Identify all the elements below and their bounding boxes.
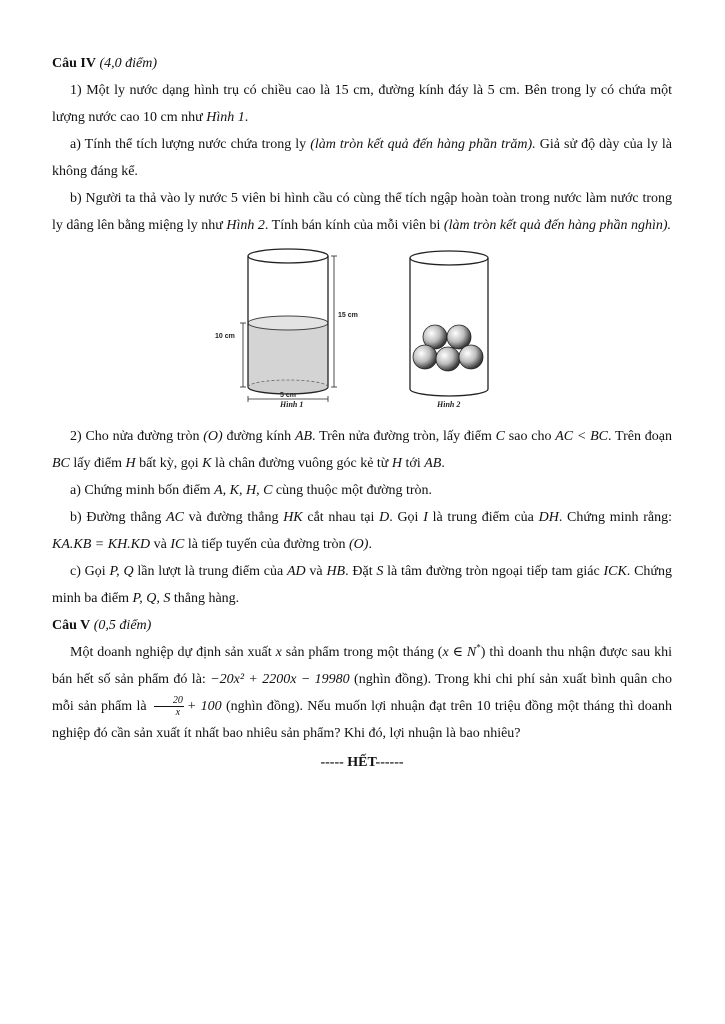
math: AC <box>166 510 184 525</box>
q4-part1 <box>52 77 672 131</box>
text: là trung điểm của <box>427 510 539 525</box>
math: BC <box>52 456 70 471</box>
q4-part1-fig-ref: Hình 1 <box>206 110 245 125</box>
math: HK <box>283 510 303 525</box>
q5-title: Câu V <box>52 618 91 633</box>
exam-page <box>52 50 672 790</box>
text: và đường thẳng <box>183 510 284 525</box>
text: sao cho <box>505 429 556 444</box>
caption-figure-2: Hình 2 <box>437 400 461 409</box>
math-sup: * <box>476 642 481 653</box>
text: lần lượt là trung điểm của <box>133 564 287 579</box>
text: sản phẩm trong một tháng ( <box>281 645 443 660</box>
math: (O) <box>203 429 223 444</box>
text: cắt nhau tại <box>302 510 380 525</box>
text: thẳng hàng. <box>170 591 240 606</box>
text: . Đặt <box>345 564 377 579</box>
text: là tâm đường tròn ngoại tiếp tam giác <box>383 564 604 579</box>
q4-part1a-end: Giả sử độ dày của ly là không đáng kể. <box>52 137 672 179</box>
q4-part2c <box>52 558 672 612</box>
math: x ∈ N <box>442 645 477 660</box>
text: . Trên nửa đường tròn, lấy điểm <box>312 429 496 444</box>
q4-points: (4,0 điểm) <box>99 56 158 71</box>
math: C <box>495 429 505 444</box>
text: . <box>441 456 445 471</box>
text: . Chứng minh ba điểm <box>52 564 673 606</box>
end-mark: ----- HẾT------ <box>320 755 404 770</box>
q4-part1-text: 1) Một ly nước dạng hình trụ có chiều cao là 15 cm, đường kính đáy là 5 cm. Bên trong ly có chứa một lượng nước cao 10 cm như <box>52 83 672 125</box>
ball-icon <box>459 345 483 369</box>
q4-heading <box>52 50 672 77</box>
ball-icon <box>413 345 437 369</box>
text: và <box>150 537 171 552</box>
text: đường kính <box>222 429 295 444</box>
cylinder-figures-svg <box>52 245 672 417</box>
text: c) Gọi <box>70 564 110 579</box>
cost-fraction <box>154 695 184 718</box>
math: AB <box>294 429 313 444</box>
q4-part1-end: . <box>244 110 249 125</box>
text: và <box>305 564 327 579</box>
label-5cm: 5 cm <box>280 392 296 399</box>
math: AD <box>286 564 306 579</box>
caption-figure-1: Hình 1 <box>280 400 304 409</box>
label-10cm: 10 cm <box>215 333 235 340</box>
q4-part2a <box>52 477 672 504</box>
q4-part1b <box>52 185 672 239</box>
math: ICK <box>603 564 627 579</box>
math: DH <box>538 510 559 525</box>
text: ) thì doanh thu nhận được sau khi bán hết số sản phẩm đó là: <box>52 645 672 687</box>
text: 2) Cho nửa đường tròn <box>70 429 204 444</box>
text: b) Đường thẳng <box>70 510 167 525</box>
text: . Trên đoạn <box>608 429 672 444</box>
q5-points: (0,5 điểm) <box>93 618 152 633</box>
text: a) Chứng minh bốn điểm <box>70 483 215 498</box>
q5-heading <box>52 612 672 639</box>
math: K <box>202 456 212 471</box>
text: là chân đường vuông góc kẻ từ <box>211 456 392 471</box>
text: (nghìn đồng). Trong khi chi phí sản xuất bình quân cho mỗi sản phẩm là <box>52 672 672 714</box>
text: Một doanh nghiệp dự định sản xuất <box>70 645 276 660</box>
text: . <box>368 537 372 552</box>
math: HB <box>326 564 346 579</box>
q4-title: Câu IV <box>52 56 96 71</box>
math: P, Q <box>109 564 134 579</box>
math: D <box>379 510 390 525</box>
text: . Chứng minh rằng: <box>558 510 672 525</box>
math: H <box>125 456 136 471</box>
fraction-numerator: 20 <box>154 695 184 707</box>
math: H <box>391 456 403 471</box>
q5-body <box>52 639 672 747</box>
q4-part2 <box>52 423 672 477</box>
text: bất kỳ, gọi <box>135 456 203 471</box>
text: cùng thuộc một đường tròn. <box>272 483 433 498</box>
math: x <box>275 645 282 660</box>
math: I <box>423 510 428 525</box>
label-15cm: 15 cm <box>338 312 358 319</box>
math: AB <box>424 456 442 471</box>
q4-part2b <box>52 504 672 558</box>
ball-icon <box>436 347 460 371</box>
q4-part1b-italic: (làm tròn kết quả đến hàng phần nghìn). <box>443 218 671 233</box>
math: KA.KB = KH.KD <box>52 537 151 552</box>
text: tới <box>402 456 425 471</box>
text: (nghìn đồng). Nếu muốn lợi nhuận đạt trên 10 triệu đồng một tháng thì doanh nghiệp đó cần sản xuất ít nhất bao nhiêu sản phẩm? Khi đó, lợi nhuận là bao nhiêu? <box>52 699 672 741</box>
q4-part1b-fig-ref: Hình 2 <box>226 218 265 233</box>
text: . Gọi <box>389 510 424 525</box>
q4-part1b-mid: . Tính bán kính của mỗi viên bi <box>264 218 444 233</box>
text: là tiếp tuyến của đường tròn <box>184 537 350 552</box>
math: P, Q, S <box>132 591 171 606</box>
text: lấy điểm <box>69 456 126 471</box>
figure-1-cylinder <box>215 249 358 409</box>
math: IC <box>170 537 185 552</box>
math: A, K, H, C <box>214 483 273 498</box>
cylinder-figures <box>52 245 672 417</box>
q4-part1a <box>52 131 672 185</box>
math: AC < BC <box>555 429 609 444</box>
cost-formula-rest: + 100 <box>186 699 222 714</box>
q4-part1a-italic: (làm tròn kết quả đến hàng phần trăm). <box>310 137 536 152</box>
q4-part1a-text: a) Tính thể tích lượng nước chứa trong ly <box>70 137 311 152</box>
figure-2-cylinder <box>410 251 488 409</box>
q4-part1b-text: b) Người ta thả vào ly nước 5 viên bi hình cầu có cùng thể tích ngập hoàn toàn trong nước làm nước trong ly dâng lên bằng miệng ly như <box>52 191 672 233</box>
math: S <box>376 564 384 579</box>
fraction-denominator: x <box>175 707 181 719</box>
revenue-formula: −20x² + 2200x − 19980 <box>210 672 350 687</box>
math: (O) <box>349 537 369 552</box>
